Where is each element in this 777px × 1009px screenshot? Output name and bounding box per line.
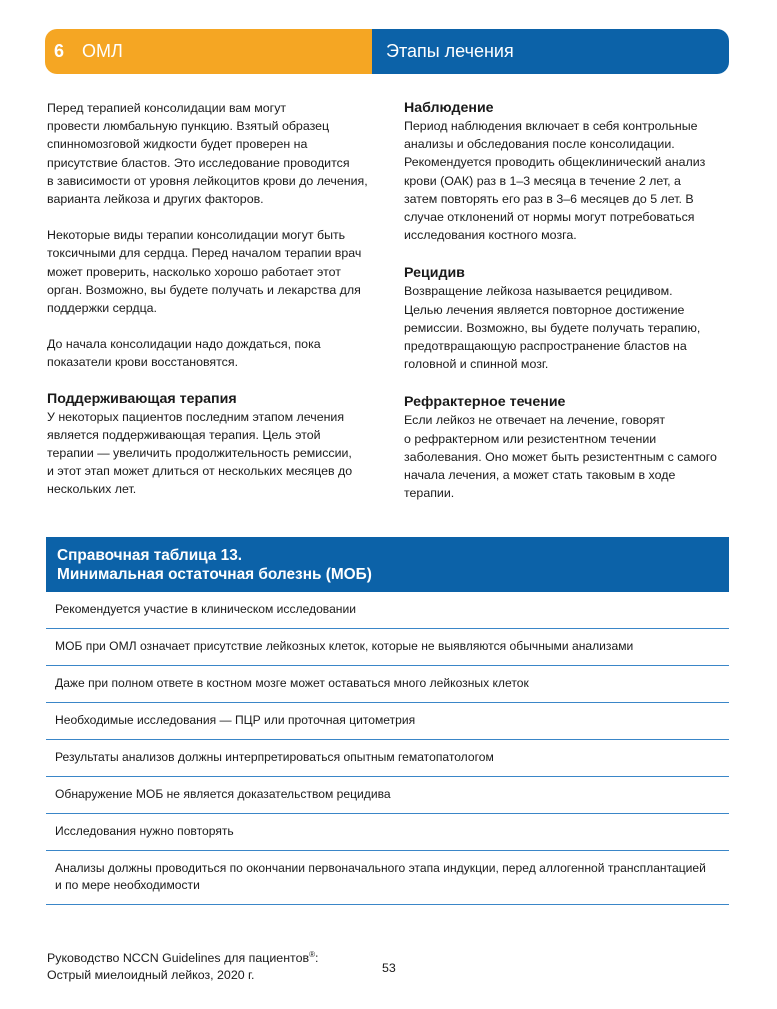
table-body — [46, 592, 729, 905]
table-title-line2: Минимальная остаточная болезнь (МОБ) — [57, 566, 372, 583]
heart-toxicity-paragraph: Некоторые виды терапии консолидации могут быть токсичными для сердца. Перед началом терапии врач может проверить, насколько хорошо работает этот орган. Возможно, вы будете получать и лекарства для поддержки сердца. — [47, 228, 362, 316]
chapter-header — [45, 29, 729, 74]
table-row: Рекомендуется участие в клиническом исследовании — [46, 592, 729, 629]
observation-paragraph: Период наблюдения включает в себя контрольные анализы и обследования после консолидации. Рекомендуется проводить общеклинический анализ крови (ОАК) раз в 1–3 месяца в течение 2 лет, а затем повторять его раз в 3–6 месяцев до 5 лет. В случае отклонений от нормы могут потребоваться исследования костного мозга. — [404, 119, 706, 243]
registered-mark: ® — [309, 949, 315, 959]
maintenance-paragraph: У некоторых пациентов последним этапом лечения является поддерживающая терапия. Цель этой терапии — увеличить продолжительность ремиссии, и этот этап может длиться от нескольких месяцев до нескольких лет. — [47, 409, 353, 497]
lumbar-puncture-paragraph: Перед терапией консолидации вам могут провести люмбальную пункцию. Взятый образец спинномозговой жидкости будет проверен на присутствие бластов. Это исследование проводится в зависимости от уровня лейкоцитов крови до лечения, варианта лейкоза и других факторов. — [47, 101, 368, 207]
table-header — [46, 537, 729, 592]
right-column — [404, 99, 729, 502]
relapse-paragraph: Возвращение лейкоза называется рецидивом. Целью лечения является повторное достижение ремиссии. Возможно, вы будете получать терапию, предотвращающую распространение бластов на головной и спинной мозг. — [404, 284, 701, 372]
maintenance-heading: Поддерживающая терапия — [47, 390, 237, 407]
section-title-bar — [372, 29, 729, 74]
chapter-number: 6 — [54, 41, 65, 61]
blood-recovery-paragraph: До начала консолидации надо дождаться, пока показатели крови восстановятся. — [47, 337, 321, 370]
table-row: Обнаружение МОБ не является доказательством рецидива — [46, 777, 729, 814]
footer-guide-title: Руководство NCCN Guidelines для пациентов®: — [47, 949, 319, 965]
chapter-title: ОМЛ — [82, 41, 123, 61]
table-row: Анализы должны проводиться по окончании первоначального этапа индукции, перед аллогенной трансплантацией и по мере необходимости — [46, 851, 729, 905]
left-column — [47, 99, 387, 499]
table-row: Необходимые исследования — ПЦР или проточная цитометрия — [46, 703, 729, 740]
table-row: МОБ при ОМЛ означает присутствие лейкозных клеток, которые не выявляются обычными анализами — [46, 629, 729, 666]
section-title: Этапы лечения — [386, 41, 514, 61]
observation-heading: Наблюдение — [404, 100, 494, 116]
table-row: Результаты анализов должны интерпретироваться опытным гематопатологом — [46, 740, 729, 777]
relapse-heading: Рецидив — [404, 265, 465, 282]
page-number: 53 — [382, 961, 396, 975]
table-row: Исследования нужно повторять — [46, 814, 729, 851]
reference-table-13 — [46, 537, 729, 905]
refractory-heading: Рефрактерное течение — [404, 394, 566, 411]
chapter-tab — [45, 29, 372, 74]
footer — [47, 950, 318, 984]
refractory-paragraph: Если лейкоз не отвечает на лечение, говорят о рефрактерном или резистентном течении заболевания. Оно может быть резистентным с самого начала лечения, а может стать таковым в ходе терапии. — [404, 413, 717, 501]
table-row: Даже при полном ответе в костном мозге может оставаться много лейкозных клеток — [46, 666, 729, 703]
table-title-line1: Справочная таблица 13. — [57, 547, 243, 564]
footer-disease-title: Острый миелоидный лейкоз, 2020 г. — [47, 968, 255, 982]
